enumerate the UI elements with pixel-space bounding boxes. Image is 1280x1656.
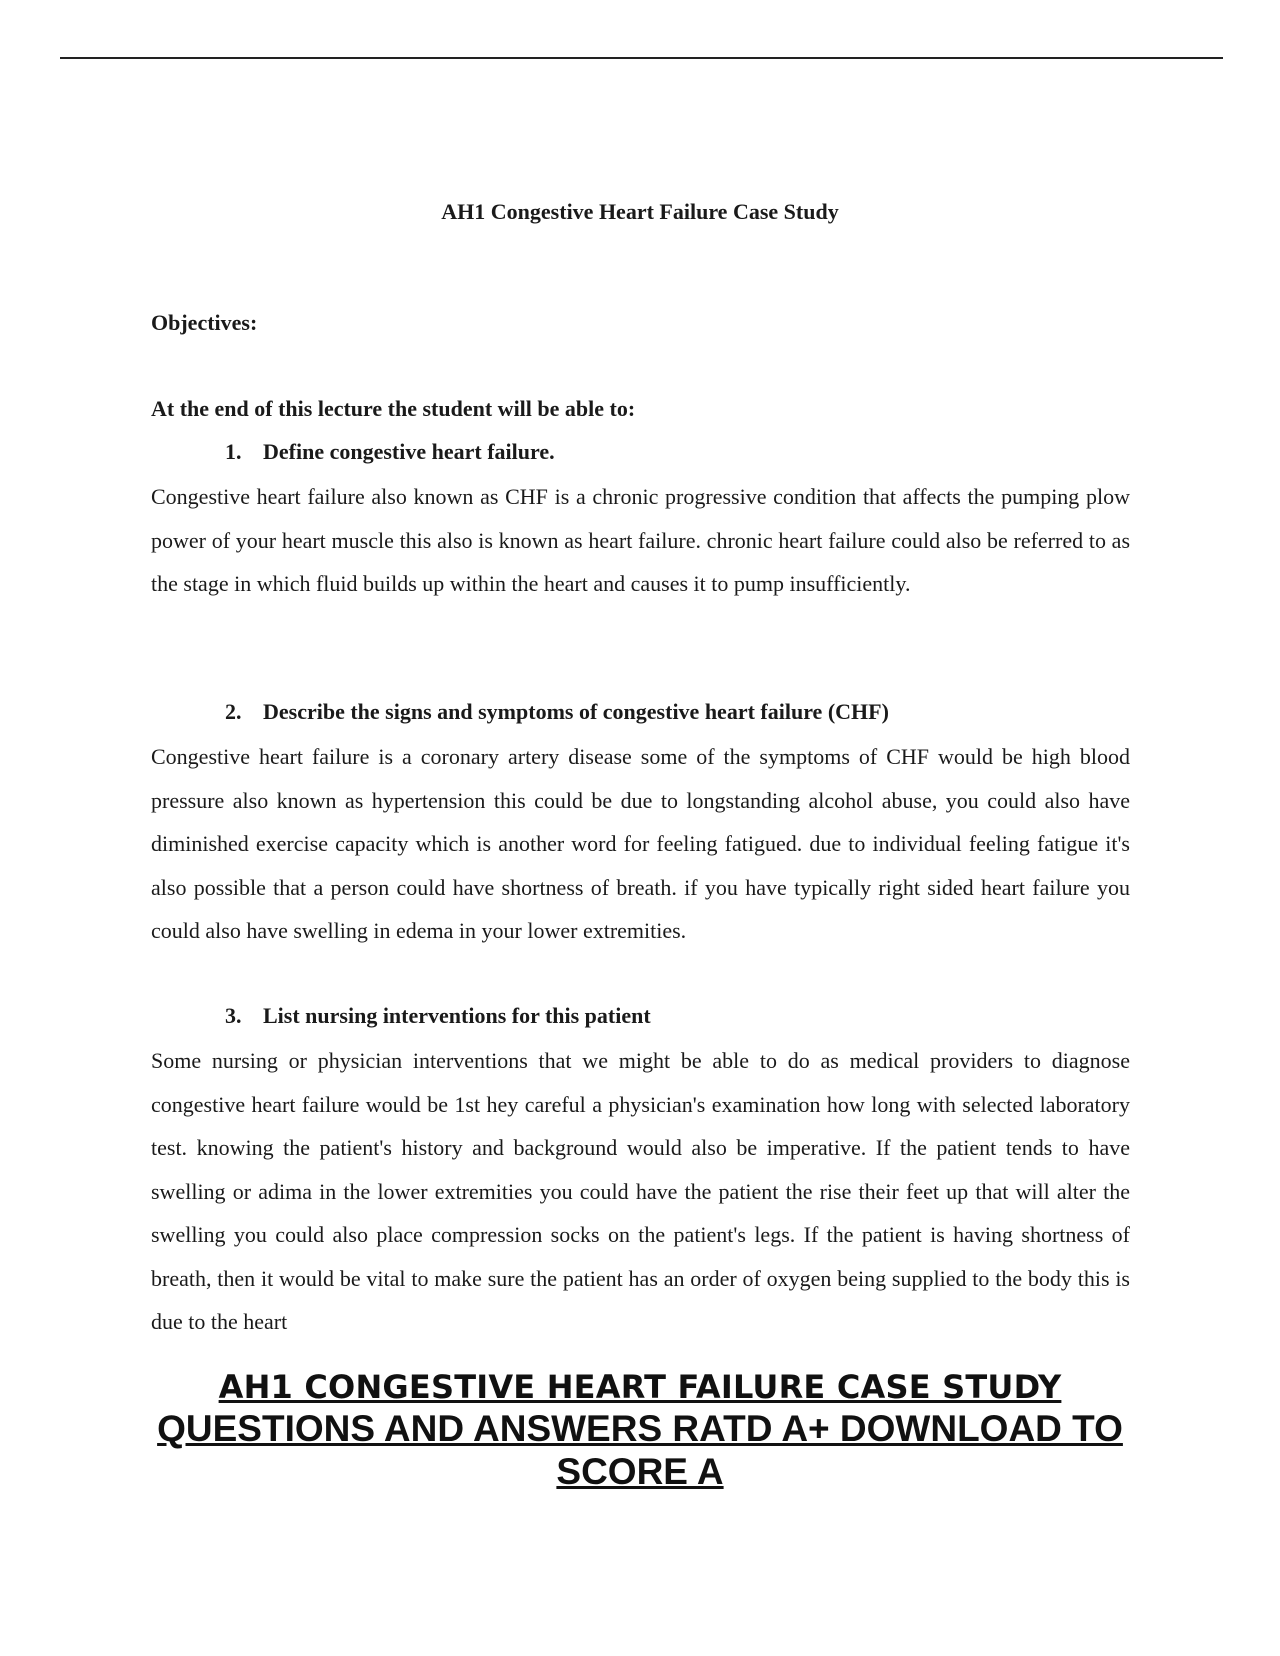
header-rule: [60, 57, 1223, 59]
objective-body-2: Congestive heart failure is a coronary artery disease some of the symptoms of CHF would be high blood pressure also known as hypertension this could be due to longstanding alcohol abuse, you could also have diminished exercise capacity which is another word for feeling fatigued. due to individual feeling fatigue it's also possible that a person could have shortness of breath. if you have typically right sided heart failure you could also have swelling in edema in your lower extremities.: [151, 744, 1130, 943]
objectives-label: Objectives:: [151, 310, 258, 335]
banner-line-1: AH1 CONGESTIVE HEART FAILURE CASE STUDY: [218, 1368, 1062, 1406]
objective-heading-2: [225, 698, 889, 726]
objective-number-1: 1.: [225, 439, 242, 464]
banner-line-3: SCORE A: [556, 1451, 724, 1492]
objective-number-3: 3.: [225, 1003, 242, 1028]
download-banner: [0, 1366, 1280, 1494]
objective-body-1: Congestive heart failure also known as CHF is a chronic progressive condition that affects the pumping plow power of your heart muscle this also is known as heart failure. chronic heart failure could also be referred to as the stage in which fluid builds up within the heart and causes it to pump insufficiently.: [151, 484, 1130, 596]
objective-number-2: 2.: [225, 699, 242, 724]
objective-heading-text-2: Describe the signs and symptoms of congestive heart failure (CHF): [263, 699, 889, 724]
document-title: AH1 Congestive Heart Failure Case Study: [441, 199, 839, 224]
intro-statement: At the end of this lecture the student will be able to:: [151, 396, 636, 421]
objective-heading-3: [225, 1002, 651, 1030]
objective-heading-1: [225, 438, 555, 466]
objective-heading-text-1: Define congestive heart failure.: [263, 439, 555, 464]
objective-body-3: Some nursing or physician interventions that we might be able to do as medical providers to diagnose congestive heart failure would be 1st hey careful a physician's examination how long with selected laboratory test. knowing the patient's history and background would also be imperative. If the patient tends to have swelling or adima in the lower extremities you could have the patient the rise their feet up that will alter the swelling you could also place compression socks on the patient's legs. If the patient is having shortness of breath, then it would be vital to make sure the patient has an order of oxygen being supplied to the body this is due to the heart: [151, 1048, 1130, 1334]
banner-line-2: QUESTIONS AND ANSWERS RATD A+ DOWNLOAD TO: [157, 1408, 1123, 1449]
objective-heading-text-3: List nursing interventions for this patient: [263, 1003, 651, 1028]
